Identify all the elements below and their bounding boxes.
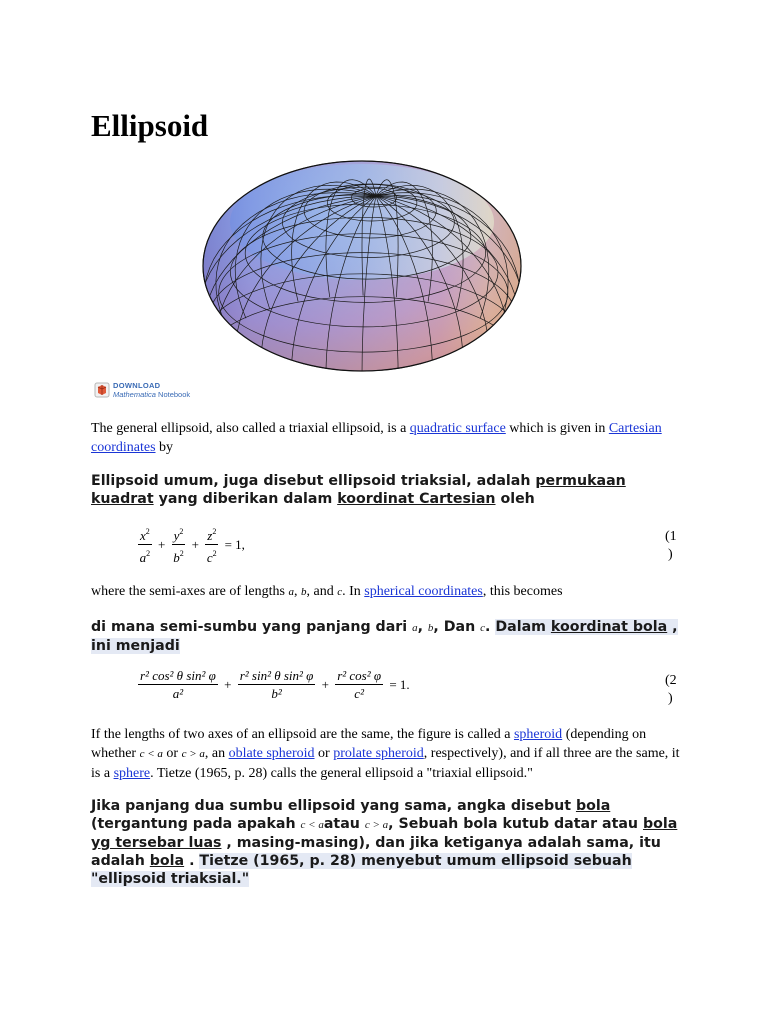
paragraph-semiaxes-en: where the semi-axes are of lengths a, b, and c. In spherical coordinates, this becomes — [91, 584, 563, 599]
download-notebook-link[interactable] — [94, 378, 190, 402]
underlined-koordinat-cartesian[interactable]: koordinat Cartesian — [337, 491, 496, 507]
paragraph-intro-en: The general ellipsoid, also called a triaxial ellipsoid, is a quadratic surface which is given in Cartesian coordinates by — [91, 421, 662, 455]
link-spheroid[interactable]: spheroid — [513, 727, 563, 742]
paragraph-intro-id: Ellipsoid umum, juga disebut ellipsoid triaksial, adalah permukaan kuadrat yang diberikan dalam koordinat Cartesian oleh — [91, 473, 626, 507]
page-title: Ellipsoid — [91, 108, 209, 143]
link-spherical-coordinates[interactable]: spherical coordinates — [364, 584, 483, 599]
download-icon — [94, 382, 110, 398]
paragraph-semiaxes-id: di mana semi-sumbu yang panjang dari a, b, Dan c. Dalam koordinat bola , ini menjadi — [91, 619, 678, 654]
equation-1-number: (1 ) — [665, 529, 677, 562]
equation-1: $\frac{x^2}{a^2}$ + $\frac{y^2}{b^2}$ + $\frac{z^2}{c^2}$ = 1, — [138, 524, 248, 565]
equation-2-number: (2 ) — [665, 673, 677, 706]
paragraph-spheroid-id: Jika panjang dua sumbu ellipsoid yang sama, angka disebut bola (tergantung pada apakah c < aatau c > a, Sebuah bola kutub datar atau bola yg tersebar luas , masing-masing), dan jika ketiganya adalah sama, itu adalah bola . Tietze (1965, p. 28) menyebut umum ellipsoid sebuah "ellipsoid triaksial." — [91, 798, 678, 887]
underlined-bola-tersebar-luas[interactable]: bola yg tersebar luas — [91, 816, 678, 851]
link-cartesian-coordinates[interactable]: Cartesian coordinates — [91, 421, 662, 455]
paragraph-spheroid-en: If the lengths of two axes of an ellipsoid are the same, the figure is called a spheroid (depending on whether c < a or c > a, an oblate spheroid or prolate spheroid, respectively), and if all three are the same, it is a sphere. Tietze (1965, p. 28) calls the general ellipsoid a "triaxial ellipsoid." — [91, 727, 680, 781]
equation-2: $\frac{\text{r² cos² θ sin² φ}}{\text{a²}}$ + $\frac{\text{r² sin² θ sin² φ}}{\text{b²}}$ + $\frac{\text{r² cos² φ}}{\text{c²}}$ = 1. — [140, 668, 410, 701]
underlined-bola-2[interactable]: bola — [149, 853, 185, 869]
underlined-permukaan-kuadrat[interactable]: permukaan kuadrat — [91, 473, 626, 507]
link-oblate-spheroid[interactable]: oblate spheroid — [228, 746, 315, 761]
ellipsoid-figure — [198, 160, 530, 382]
link-sphere[interactable]: sphere — [113, 766, 151, 781]
underlined-bola[interactable]: bola — [575, 798, 611, 814]
link-quadratic-surface[interactable]: quadratic surface — [409, 421, 506, 436]
download-label: DOWNLOAD — [113, 381, 161, 390]
underlined-koordinat-bola[interactable]: koordinat bola — [550, 619, 668, 635]
link-prolate-spheroid[interactable]: prolate spheroid — [333, 746, 424, 761]
notebook-label: Mathematica Notebook — [113, 390, 191, 399]
